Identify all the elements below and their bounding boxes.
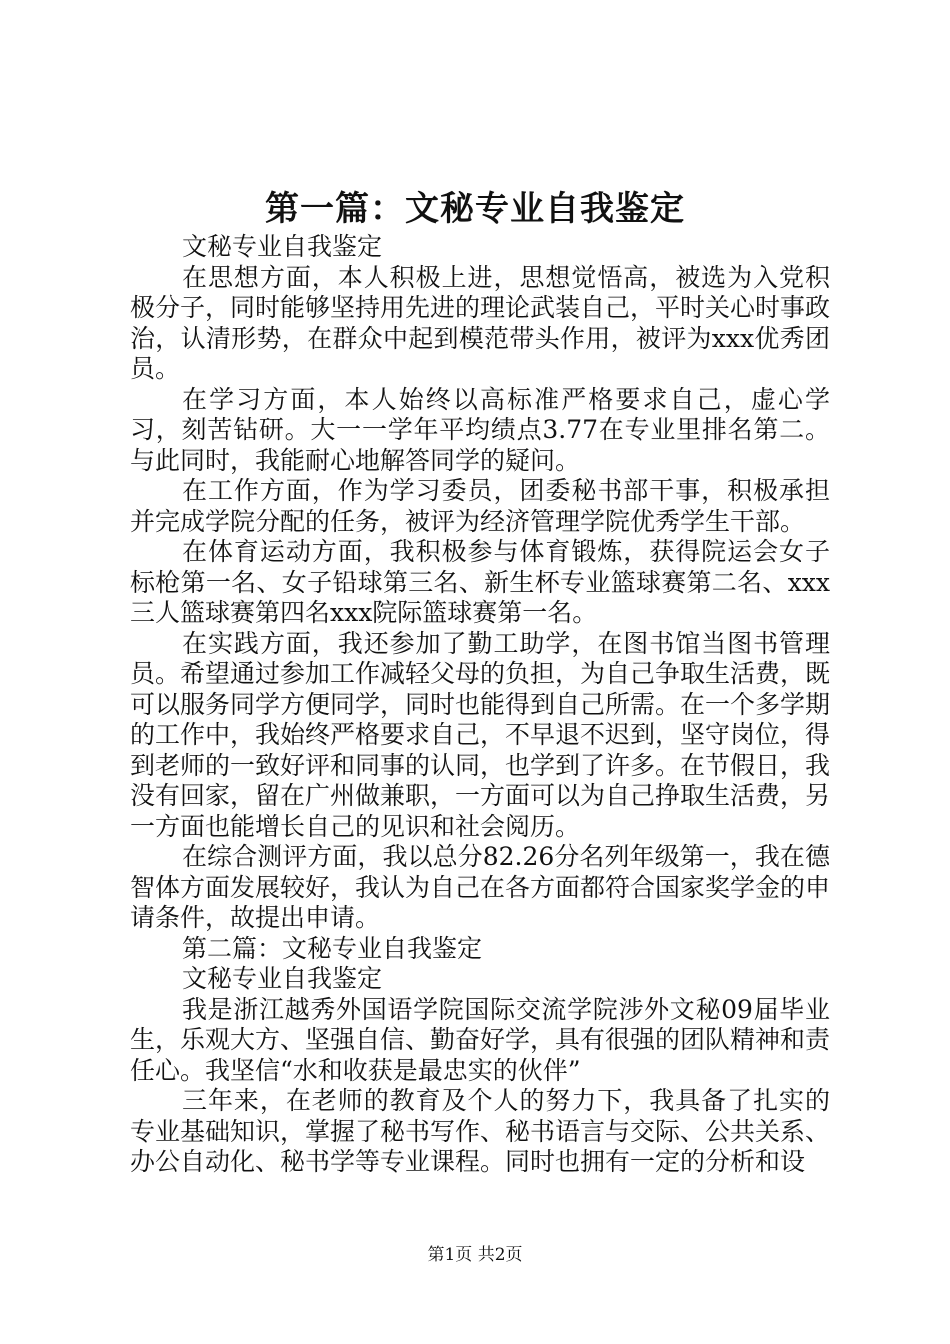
document-body <box>130 232 830 1178</box>
document-title: 第一篇：文秘专业自我鉴定 <box>265 189 685 229</box>
paragraph-three-years: 三年来，在老师的教育及个人的努力下，我具备了扎实的专业基础知识，掌握了秘书写作、秘书语言与交际、公共关系、办公自动化、秘书学等专业课程。同时也拥有一定的分析和设 <box>130 1086 831 1176</box>
section-heading-2: 第二篇：文秘专业自我鉴定 <box>182 933 483 963</box>
paragraph-sports: 在体育运动方面，我积极参与体育锻炼，获得院运会女子标枪第一名、女子铅球第三名、新生杯专业篮球赛第二名、xxx三人篮球赛第四名xxx院际篮球赛第一名。 <box>130 537 830 627</box>
paragraph-intro: 我是浙江越秀外国语学院国际交流学院涉外文秘09届毕业生，乐观大方、坚强自信、勤奋好学，具有很强的团队精神和责任心。我坚信“水和收获是最忠实的伙伴” <box>130 994 831 1085</box>
paragraph-ideology: 在思想方面，本人积极上进，思想觉悟高，被选为入党积极分子，同时能够坚持用先进的理论武装自己，平时关心时事政治，认清形势，在群众中起到模范带头作用，被评为xxx优秀团员。 <box>130 262 831 383</box>
page-number: 第1页 共2页 <box>427 1245 523 1265</box>
paragraph-study: 在学习方面，本人始终以高标准严格要求自己，虚心学习，刻苦钻研。大一一学年平均绩点3.77在专业里排名第二。与此同时，我能耐心地解答同学的疑问。 <box>130 384 830 475</box>
paragraph-evaluation: 在综合测评方面，我以总分82.26分名列年级第一，我在德智体方面发展较好，我认为自己在各方面都符合国家奖学金的申请条件，故提出申请。 <box>130 842 831 932</box>
paragraph-subtitle-1: 文秘专业自我鉴定 <box>182 232 383 261</box>
paragraph-subtitle-2: 文秘专业自我鉴定 <box>182 964 383 993</box>
paragraph-practice: 在实践方面，我还参加了勤工助学，在图书馆当图书管理员。希望通过参加工作减轻父母的负担，为自己争取生活费，既可以服务同学方便同学，同时也能得到自己所需。在一个多学期的工作中，我始终严格要求自己，不早退不迟到，坚守岗位，得到老师的一致好评和同事的认同，也学到了许多。在节假日，我没有回家，留在广州做兼职，一方面可以为自己挣取生活费，另一方面也能增长自己的见识和社会阅历。 <box>130 628 831 841</box>
paragraph-work: 在工作方面，作为学习委员，团委秘书部干事，积极承担并完成学院分配的任务，被评为经济管理学院优秀学生干部。 <box>130 476 830 536</box>
